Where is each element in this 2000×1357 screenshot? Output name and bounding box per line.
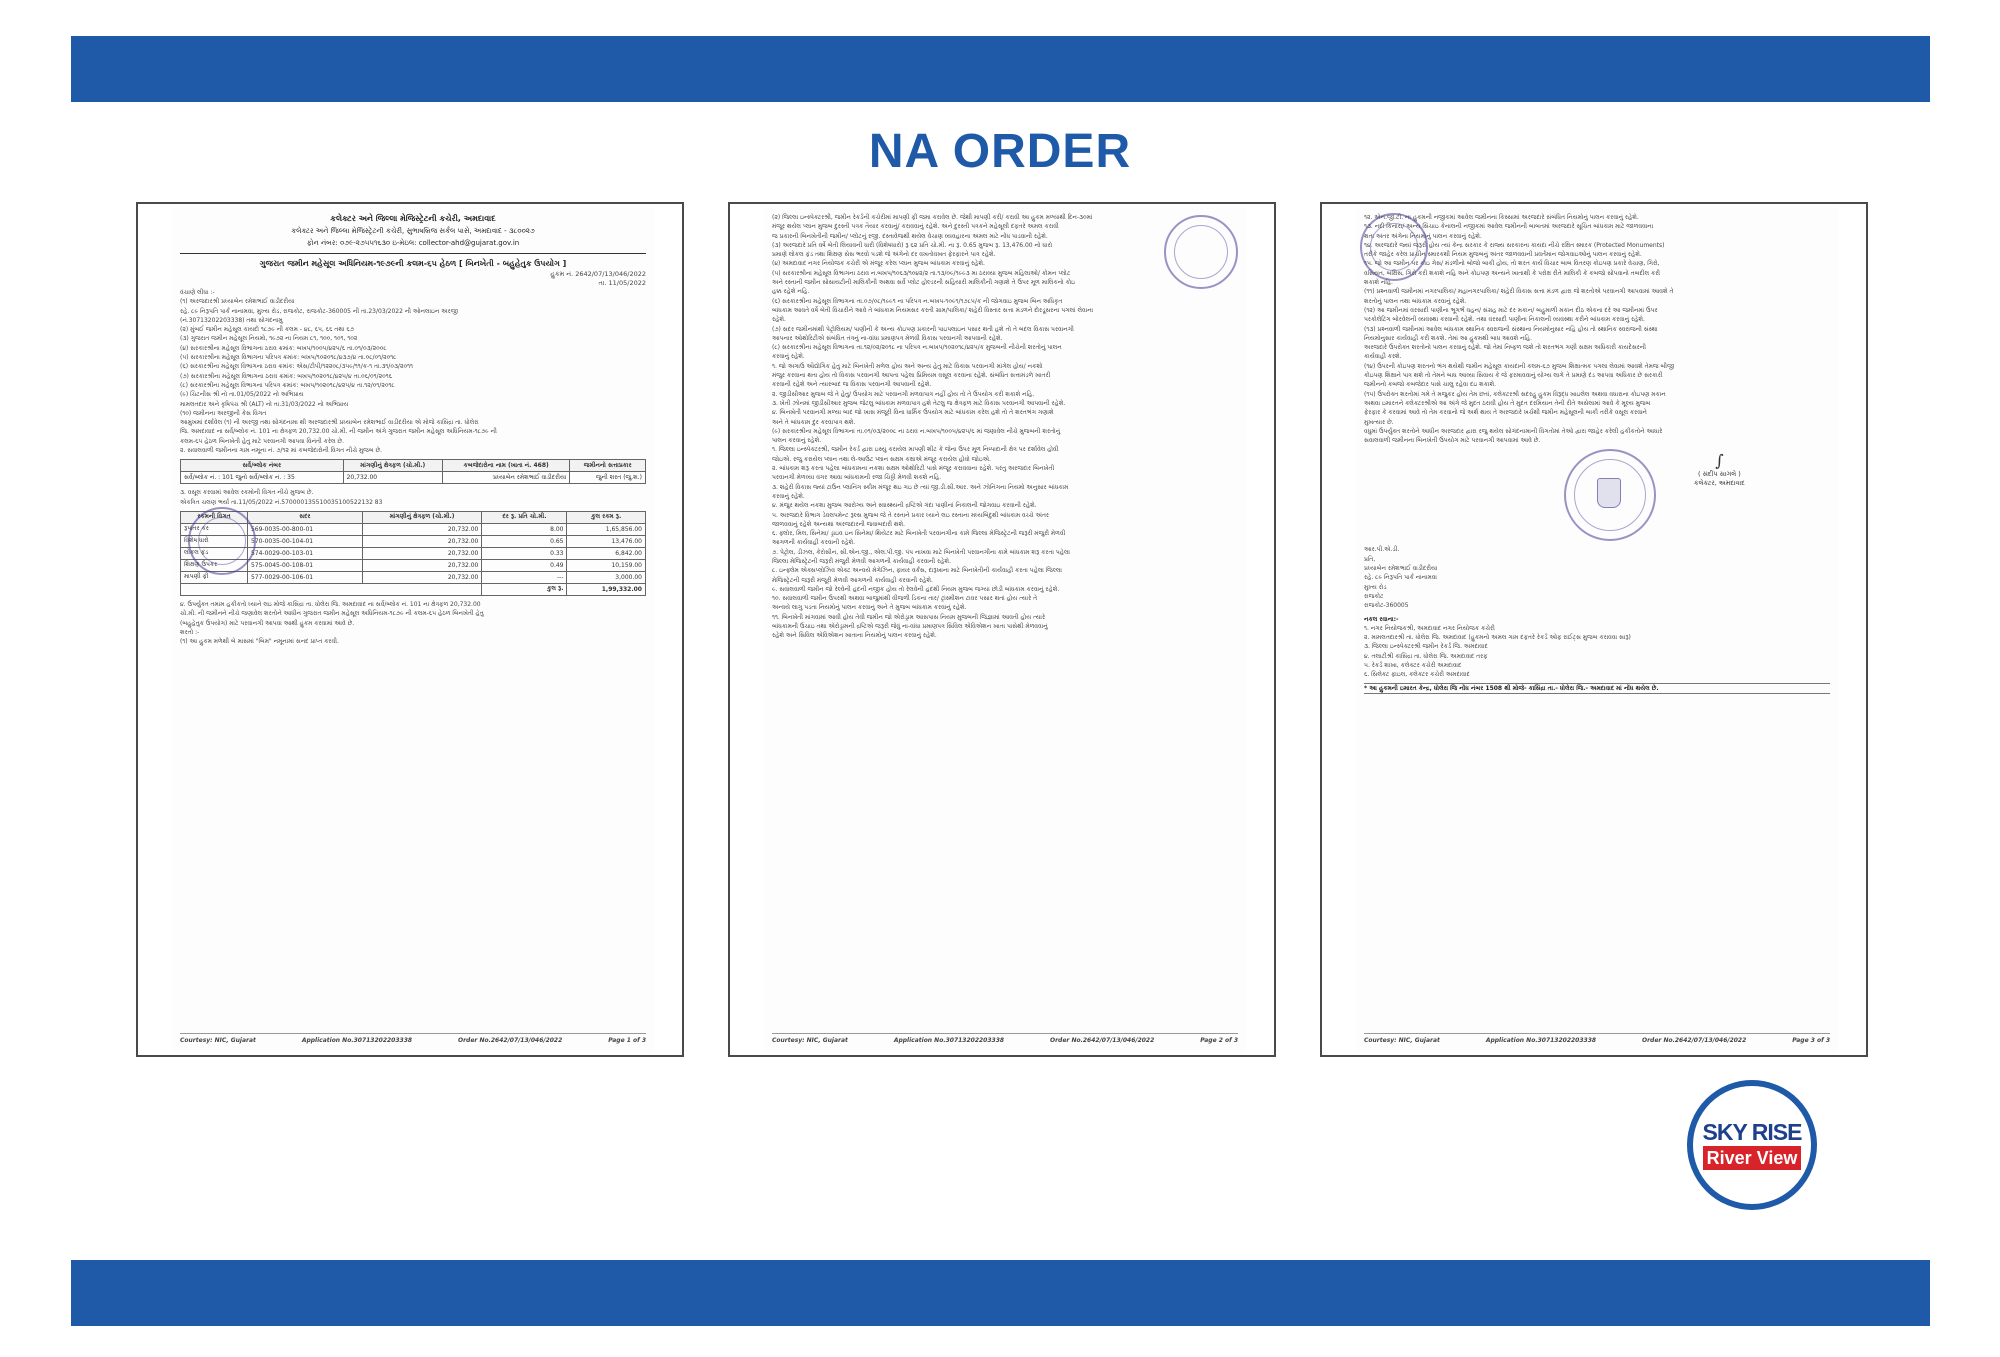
text-line: શરતોનું પાલન તથા બાંધકામ કરવાનું રહેશે. — [1364, 297, 1467, 305]
text-line: (૩) ગુજરાત જમીન મહેસૂલ નિયમો, ૧૯૭૨ ના નિયમ ૮૧, ૧૦૦, ૧૦૧, ૧૦૨ — [180, 335, 358, 343]
text-line: ૩. શહેરી વિકાસ જ્યાં ટાઉન પ્લાનિંગ સ્કીમ મંજૂર થઇ ગઇ છે ત્યાં જી.ડી.સી.આર. અને ઝોનિંગના નિયમો અનુસાર બાંધકામ — [772, 483, 1069, 491]
table-row — [181, 571, 646, 583]
text-line: પ્રતિ, — [1364, 555, 1376, 563]
text-line: જિલ્લા મેજિસ્ટ્રેટની જરૂરી મંજુરી મેળવી આગળની કાર્યવાહી કરવાની રહેશે. — [772, 557, 951, 565]
page-footer — [180, 1033, 646, 1044]
text-line: હક્ક રહેશે નહિ. — [772, 288, 810, 296]
table-cell: 574-0029-00-103-01 — [247, 547, 362, 559]
text-line: આમુખમાં દર્શાવેલ (૧) ની અરજી તથા સોગંદનામા થી અરજદારશ્રી પ્રધ્યાબેન રમેશભાઈ વાડીદરીયા એ મોજે કાસિંદ્રા તા. ધોલેરા — [180, 419, 479, 427]
text-line: ૪. મંજુર થયેલ નકશા મુજબ આરોગ્ય અને સ્વાસ્થ્યની દ્રષ્ટિએ ગંદા પાણીનાં નિકાલની જોગવાઇ કરવાની રહેશે. — [772, 502, 1037, 510]
text-line: (૯) ચિટનીસ શ્રી નો તા.01/05/2022 નો અભિપ્રાય — [180, 391, 304, 399]
text-line: આર.પી.એ.ડી. — [1364, 546, 1400, 554]
act-heading: ગુજરાત જમીન મહેસૂલ અધિનિયમ-૧૯૭૯ની કલમ-૬૫ હેઠળ [ બિનખેતી - બહુહેતુક ઉપયોગ ] — [259, 259, 567, 268]
signature-block — [1364, 445, 1830, 545]
text-line: ૧૩. નદી કિનારા/ અન્ય સિંચાઇ કેનાલની નજીકમાં આવેલ જમીનની બાબતમાં અરજદારે સૂચિત બાંધકામ માટે જાળવવાના — [1364, 223, 1654, 231]
text-line: (બહુહેતુક ઉપયોગ) માટે પરવાનગી આપવા આથી હુકમ કરવામાં આવે છે. — [180, 619, 355, 627]
table-header-cell: માંગણીનું ક્ષેત્રફળ (ચો.મી.) — [343, 460, 442, 472]
bottom-banner — [71, 1260, 1930, 1326]
table-cell: --- — [482, 571, 567, 583]
table-cell: લોકલ ફંડ — [181, 547, 248, 559]
table-cell: 10,159.00 — [567, 559, 646, 571]
document-page-1[interactable] — [136, 202, 684, 1057]
text-line: જાળવવાનું રહેશે અન્યથા અરજદારની જવાબદારી થશે. — [772, 520, 906, 528]
text-line: મુખ્ય રોડ — [1364, 583, 1387, 591]
table-cell: 577-0029-00-106-01 — [247, 571, 362, 583]
text-line: ૨. સવાલવાળી જમીનના ગામ નમૂના નં. ૭/૧૨ માં કબજેદારોની વિગત નીચે મુજબ છે. — [180, 447, 383, 455]
table-header-cell: કબજેદારોના નામ (ખાતા નં. 468) — [442, 460, 569, 472]
text-line: ૪. ઉપર્યુક્ત તમામ હકીકતો ધ્યાને લઇ મોજે કાસિંદ્રા તા. ધોલેરા જિ. અમદાવાદ ના સર્વે/બ્લોક નં. 101 ના ક્ષેત્રફળ 20,732.00 — [180, 600, 481, 608]
text-line: ૧૪. અરજદારે જ્યાં જરૂરી હોય ત્યાં કેન્દ્ર સરકાર કે રાજ્ય સરકારના કાયદા નીચે રક્ષિત સ્મારક (Protected Monuments) — [1364, 241, 1665, 249]
signatory-designation: કલેક્ટર, અમદાવાદ — [1694, 479, 1745, 488]
text-line: પાલન કરવાનું રહેશે. — [772, 437, 822, 445]
footer-page: Page 2 of 3 — [1200, 1037, 1238, 1044]
table-cell: 570-0035-00-104-01 — [247, 535, 362, 547]
text-line: જિ. અમદાવાદ ના સર્વે/બ્લોક નં. 101 ના ક્ષેત્રફળ 20,732.00 ચો.મી. ની જમીન અંગે ગુજરાત જમીન મહેસૂલ અધિનિયમ-૧૮૭૯ ની — [180, 428, 497, 436]
text-line: કરવાની રહેશે અને ત્યારબાદ જ વિકાસ પરવાનગી આપવાની રહેશે. — [772, 381, 932, 389]
text-line: (૩) અરજદારે પ્રતિ વર્ષે બેતી લિયાવની ધારી (વિશેષધારો) રૂ ૬૨ પ્રતિ ચો.મી. ના રૂ. 0.65 મુજબ રૂ. 13,476.00 નો ધારો — [772, 241, 1053, 249]
text-line: (૪) સરકારશ્રીના મહેસૂલ વિભાગના ઠરાવ ક્રમાંક: બખપ/૧૦૦૫/૪૨૫/૬ તા.૦૧/૦૩/૨૦૦૮ — [180, 344, 387, 352]
text-line: (૪) અમદાવાદ નગર નિયોજક કચેરી એ મંજૂર કરેલ પ્લાન મુજબ બાંધકામ કરવાનું રહેશે. — [772, 260, 985, 268]
state-emblem-icon — [1597, 478, 1621, 508]
text-line: ફેરફાર કે કરવામાં આવે તો તેમ કરવાનો જે અર્થ થાય તે અરજદારે ખર્ચથી જમીન મહેસૂલની બાકી તરીકે વસૂલ કરવાને — [1364, 409, 1647, 417]
table-cell: 20,732.00 — [362, 559, 482, 571]
text-line: (૧૩) પ્રશ્નવાળી જમીનમાં આવેલ બાંધકામ સ્થાનિક સ્વરાજની સંસ્થાના નિયમોનુસાર નહિ હોય તો સ્થાનિક સ્વરાજની સંસ્થા — [1364, 325, 1658, 333]
table-cell: 3,000.00 — [567, 571, 646, 583]
text-line: પ્રધ્યાબેન રમેશભાઈ વાડીદરીયા — [1364, 565, 1438, 573]
scanned-sheet — [172, 207, 654, 1052]
text-line: (૯) સરકારશ્રીના મહેસૂલ વિભાગના તા.૦૧/૦૩/૨૦૦૮ ના ઠરાવ ન.બખપ/૧૦૦૫/૪૨૫/૬ માં જણાવેલ નીચે મુજબની શરતોનું — [772, 427, 1061, 435]
table-header-cell: જમીનનો સત્તાપ્રકાર — [570, 460, 646, 472]
text-line: સવાલવાળી જમીનના બિનખેતી ઉપયોગ માટે પરવાનગી આપવામાં આવે છે. — [1364, 437, 1541, 445]
footer-order: Order No.2642/07/13/046/2022 — [1049, 1037, 1155, 1044]
table-cell: રૂપાંતર કર — [181, 523, 248, 535]
text-line: (૧૦) જમીનના અરજીની કેસ વિગત — [180, 409, 267, 417]
footer-courtesy: Courtesy: NIC, Gujarat — [1364, 1037, 1440, 1044]
table-cell: પ્રધ્યાબેન રમેશભાઈ વાડીદરીયા — [442, 472, 569, 484]
office-seal-stamp — [188, 507, 256, 575]
footer-courtesy: Courtesy: NIC, Gujarat — [772, 1037, 848, 1044]
text-line: (૬) સરકારશ્રીના મહેસૂલ વિભાગના ઠરાવ ક્રમાંક: એસ/ટીપી/૧૨૨૦૮/૩૫૯/૧૧/ક-૧ તા.૩૧/૦૩/૨૦૧૧ — [180, 363, 413, 371]
text-line: એકત્રિત ચલણ ભર્યા તા.11/05/2022 નં.570000135510035100522132 83 — [180, 498, 383, 506]
copies-section — [1364, 615, 1830, 694]
table-cell: 0.49 — [482, 559, 567, 571]
text-line: ૬. ફ્લોર, મિલ, સિનેમા/ ડ્રાઇવ ઇન સિનેમા/ થિયેટર માટે બિનખેતી પરવાનગીના કામે જિલ્લા મેજિસ્ટ્રેટની જરૂરી મંજુરી મેળવી — [772, 530, 1066, 538]
text-line: તરીકે જાહેર કરેલ પ્રાચીન સ્મારકથી નિયમ મુજબનું અંતર જાળવવાની પ્રવર્તમાન જોગવાઇઓનું પાલન કરવાનું રહેશે. — [1364, 251, 1642, 259]
copies-list — [1364, 624, 1830, 680]
table-cell: જુની શરત (જુ.શ.) — [570, 472, 646, 484]
order-body — [180, 288, 646, 455]
text-line: મંજુર કરવાના થતા હોય તો વિકાસ પરવાનગી આપતા પહેલા પ્રિમિયમ વસૂલ કરવાના રહેશે. સંબંધિત સત્તામંડળે ખાતરી — [772, 372, 1051, 380]
skyrise-logo — [1687, 1080, 1817, 1210]
page-footer — [1364, 1033, 1830, 1044]
text-line: રહે. ૮૯ નિરૂપતિ પાર્ક નાનામવા, મુખ્ય રોડ, રાજકોટ, રાજકોટ-360005 ની તા.23/03/2022 ની ઓનલાઇન અરજી — [180, 307, 458, 315]
footer-application: Application No.30713202203338 — [301, 1037, 413, 1044]
text-line: મામલતદાર અને કૃષિપંચ શ્રી (ALT) નો તા.31/03/2022 નો અભિપ્રાય — [180, 400, 349, 408]
text-line: ૪. તલાટીશ્રી કાસિંદ્રા તા. ધોલેરા જિ. અમદાવાદ તરફ — [1364, 652, 1488, 660]
text-line: રહેશે અને સિવિલ એવિએશન ખાતાના નિયમોનું પાલન કરવાનું રહેશે. — [772, 632, 937, 640]
table-total-row — [181, 583, 646, 595]
table-header-cell: રકમની વિગત — [181, 511, 248, 523]
text-line: અથવા ઇમારતને કલેક્ટરશ્રીએ આ અંગે જે મુદત ઠરાવી હોય તે મુદત દરમિયાન તેની રીતે અસેલામાં આવે કે મૂલ્ય મુજબ — [1364, 399, 1651, 407]
text-line: વધુમાં ઉપર્યુક્ત શરતોને આધીન અરજદાર દ્વારા રજુ થયેલ સોગંદનામાની વિગતોમાં તેઓ દ્વારા જાહેર કરેલી હકીકતોને આધારે — [1364, 427, 1663, 435]
text-line: ચો.મી. ની જમીનને નીચે જણાવેલ શરતોને આધીન ગુજરાત જમીન મહેસૂલ અધિનિયમ-૧૮૭૯ ની કલમ-૬૫ હેઠળ બિનખેતી હેતુ — [180, 610, 484, 618]
text-line: (૧૧) પ્રશ્નવાળી જમીનમાં નગરપાલિકા/ મહાનગરપાલિકા/ શહેરી વિકાસ સત્તા મંડળ દ્વારા જે શરતોએ પરવાનગી આપવામાં આવશે તે — [1364, 288, 1674, 296]
text-line: થતા અંતર અંગેના નિયમોનું પાલન કરવાનું રહેશે. — [1364, 232, 1482, 240]
table-header-cell: કુલ રકમ રૂ. — [567, 511, 646, 523]
text-line: ૧. નગર નિયોજકશ્રી, અમદાવાદ નગર નિયોજક કચેરી — [1364, 624, 1495, 632]
page-footer — [772, 1033, 1238, 1044]
document-page-3[interactable] — [1320, 202, 1868, 1057]
text-line: ૫. રેકર્ડ શાખા, કલેક્ટર કચેરી અમદાવાદ — [1364, 661, 1462, 669]
text-line: અને રસ્તાની જમીન સોસાયટીની માલિકીની અથવા સર્વે પ્લોટ હોલ્ડરની સહિયારી માલિકીની ગણાશે તે ઉપર મૂળ માલિકનો કોઇ — [772, 279, 1076, 287]
text-line: કરવાનું રહેશે. — [772, 492, 805, 500]
text-line: મુખત્યાર છે. — [1364, 418, 1394, 426]
office-contact: ફોન નંબર: ૦૭૯-૨૭૫૫૧૬૩૦ ઇ-મેઇલ: collector-ahd@gujarat.gov.in — [306, 239, 520, 247]
page-title: NA ORDER — [868, 125, 1132, 178]
table-header-cell: સર્વે/બ્લોક નંબર — [181, 460, 344, 472]
table-row — [181, 559, 646, 571]
text-line: જ પ્રકારની બિનખેતીની જમીન/ પ્લોટનું રજી. દસ્તાવેજથી થયેલ વેચાણ વ્યવહારના અમલ માટે નોંધ પાડવાની રહેશે. — [772, 232, 1048, 240]
document-page-2[interactable] — [728, 202, 1276, 1057]
text-line: (૫) સરકારશ્રીના મહેસૂલ વિભાગના પરિપત્ર ક્રમાંક: બખપ/૧૦૨૦૧૮/૪૩૭/૪ તા.૦૮/૦૧/૨૦૧૮ — [180, 354, 397, 362]
order-body-mid — [180, 488, 646, 507]
table-header-cell: દર રૂ. પ્રતિ ચો.મી. — [482, 511, 567, 523]
total-label: કુલ રૂ. — [482, 583, 567, 595]
copies-title: નકલ રવાના:- — [1364, 615, 1399, 623]
signatory-name: ( સંદીપ સાગલે ) — [1698, 470, 1741, 479]
text-line: (૫) સરકારશ્રીના મહેસૂલ વિભાગના ઠરાવ ન.બખપ/૧૦૬૩/૧૦૪૨/૨ તા.૧૩/૦૯/૧૯૯૩ મા ઠરાવ્યા મુજબ મહિલાઓ/ કોમન પ્લોટ — [772, 269, 1071, 277]
text-line: (૬) સરકારશ્રીના મહેસૂલ વિભાગના તા.૦૭/૦૮/૧૯૯૧ ના પરિપત્ર ન.બખપ-૧૦૯૧/૧૭૮૫/ક ની જોગવાઇ મુજબ બિન અધિકૃત — [772, 297, 1063, 305]
text-line: વસિયત, બક્ષિસ, ગિરો કરી શકાશે નહિ અને કોઇપણ અન્યને ખાતાથી કે પરોક્ષ રીતે માલિકી કે કબજો સોંપવાનો તબદીલ કરી — [1364, 269, 1661, 277]
order-number: હુકમ નં. 2642/07/13/046/2022 — [550, 270, 646, 278]
text-line: બાંધકામની ઉંચાઇ તથા એરોડ્રામની દ્રષ્ટિએ જરૂરી જેવું ના-વાંધા પ્રમાણપત્ર સિવિલ એવિએશન ખાતા પાસેથી મેળવવાનું — [772, 623, 1048, 631]
text-line: વંચાણે લીધા :- — [180, 289, 215, 296]
text-line: ૪. બિનખેતી પરવાનગી મળ્યા બાદ જો ખાસ મંજૂરી વિના ધાર્મિક ઉપયોગ માટે બાંધકામ કરેલ હશે તો તે શરતભંગ ગણાશે — [772, 409, 1054, 417]
table-header-cell: સદર — [247, 511, 362, 523]
office-address: કલેક્ટર અને જિલ્લા મેજિસ્ટ્રેટની કચેરી, સુભાષબ્રિજ સર્કલ પાસે, અમદાવાદ - ૩૮૦૦૨૭ — [291, 227, 535, 235]
registration-note: * આ હુકમની ઇમારત કેન્દ્ર, ધોલેરા જિ નોંધ નંબર 1508 થી મોજે- કાસિંદ્રા તા.- ધોલેરા જિ.- અમદાવાદ માં નોંધ થયેલ છે. — [1364, 683, 1830, 694]
text-line: ૧૨. એન.જી.ટી. ના હુકમની નજીકમાં આવેલ જમીનના કિસ્સામાં અરજદારે સંબંધિત નિયમોનું પાલન કરવાનું રહેશે. — [1364, 214, 1639, 221]
text-line: કલમ-૬૫ હેઠળ બિનખેતી હેતુ માટે પરવાનગી આપવા વિનંતી કરેલ છે. — [180, 437, 344, 445]
footer-page: Page 3 of 3 — [1792, 1037, 1830, 1044]
text-line: ૩. વસૂલ કરવામાં આવેલ રકમોની વિગત નીચે મુજબ છે. — [180, 489, 314, 497]
text-line: ૭. પેટ્રોલ, ડીઝલ, કેરોસીન, સી.એન.જી., એલ.પી.જી. પંપ નાખવા માટે બિનખેતી પરવાનગીના કામે બાંધકામ શરૂ કરતા પહેલા — [772, 548, 1071, 556]
footer-application: Application No.30713202203338 — [1485, 1037, 1597, 1044]
order-conditions — [772, 213, 1238, 641]
occupant-table — [180, 459, 646, 484]
text-line: ૧૧. બિનખેતી માંગવામાં આવી હોય તેવી જમીન જો એરોડ્રામ આસપાસ નિયમ મુજબની જિજ્ઞામાં આવતી હોય ત્યારે — [772, 613, 1046, 621]
total-amount: 1,99,332.00 — [567, 583, 646, 595]
text-line: (નં.30713202203338) તથા સોગંદનામુ — [180, 316, 283, 324]
top-banner — [71, 36, 1930, 102]
table-cell: સર્વે/બ્લોક નં. : 101 જુનો સર્વે/બ્લોક નં. : 35 — [181, 472, 344, 484]
text-line: અરજદારે ઉપરોક્ત શરતોનો પાલન કરવાનું રહેશે. જો તેમાં નિષ્ફળ જશે તો શરતભંગ ગણી સક્ષમ અધિકારી કાયદેસરની — [1364, 344, 1646, 352]
text-line: (૧૨) આ જમીનમાં વરસાદી પાણીના ભૂગર્ભ વહન/ સંગ્રહ માટે દર મકાન/ બહુમાળી મકાન દીઠ એકના દરે આ જમીનમાં ઉપર — [1364, 306, 1658, 314]
text-line: કરવાનું રહેશે. — [772, 353, 805, 361]
table-cell: શિક્ષણ ઉપકર — [181, 559, 248, 571]
text-line: ૩. ખેતી ઝોનમાં જીડીસીઆર મુજબ જેટલુ બાંધકામ મળવાપાત્ર હશે તેટલુ જ ક્ષેત્રફળ માટે વિકાસ પરવાનગી આપવાની રહેશે. — [772, 399, 1066, 407]
text-line: ૨. બાંધકામ શરૂ કરતા પહેલા બાંધકામના નકશા સક્ષમ ઓથોરિટી પાસે મંજૂર કરાવવાના રહેશે. પરંતુ અરજદાર બિનખેતી — [772, 465, 1055, 473]
footer-application: Application No.30713202203338 — [893, 1037, 1005, 1044]
office-seal-stamp — [1164, 215, 1238, 289]
office-seal-stamp — [1360, 213, 1428, 281]
order-conditions — [1364, 213, 1830, 445]
text-line: (૮) સરકારશ્રીના મહેસૂલ વિભાગના તા.૧૨/૦૨/૨૦૧૮ ના પરિપત્ર ન.બખપ/૧૦૨૦૧૮/૪૨૫/ક મુજબની નીચેની શરતોનું પાલન — [772, 344, 1062, 352]
signature-mark: ∫ — [1715, 451, 1724, 471]
text-line: આગળની કાર્યવાહી કરવાની રહેશે. — [772, 539, 856, 547]
table-cell — [181, 583, 482, 595]
table-row — [181, 472, 646, 484]
text-line: રાજકોટ-360005 — [1364, 602, 1409, 610]
order-body-end — [180, 600, 646, 646]
text-line: ૨. જીડીસીઆર મુજબ જે તે હેતુ/ ઉપયોગ માટે પરવાનગી મળવાપાત્ર નહીં હોય તો તે ઉપયોગ કરી શકાશે નહિ. — [772, 390, 1035, 398]
text-line: ૬. સિલેક્ટ ફાઇલ, કલેક્ટર કચેરી અમદાવાદ — [1364, 671, 1470, 679]
footer-order: Order No.2642/07/13/046/2022 — [1641, 1037, 1747, 1044]
text-line: ૩. જિલ્લા ઇન્સ્પેક્ટરશ્રી જમીન રેકર્ડ જિ. અમદાવાદ — [1364, 643, 1488, 651]
table-cell: 0.65 — [482, 535, 567, 547]
text-line: પરવાનગી મેળવ્યા વગર આવા બાંધકામની રજા ચિઠ્ઠી મેળવી શકશે નહિ. — [772, 474, 942, 482]
table-cell: 1,65,856.00 — [567, 523, 646, 535]
table-cell: 20,732.00 — [362, 571, 482, 583]
divider — [180, 253, 646, 254]
text-line: રહેશે. — [772, 316, 786, 324]
text-line: બાંધકામ આવતે વર્ષે બેતી વિચારીને આવે તે બાંધકામ નિયમસર કરતી ગ્રામ/પાલિકા/ શહેરી વિસ્તાર સત્તા મંડળને દોરડૂસરના પગલાં લેવાના — [772, 306, 1094, 314]
table-cell: 20,732.00 — [343, 472, 442, 484]
text-line: (૨) મુંબઈ જમીન મહેસૂલ કાયદો ૧૮૭૯ ની કલમ - ૪૮, ૬૫, ૬૬ તથા ૬૭ — [180, 326, 354, 334]
office-name: કલેક્ટર અને જિલ્લા મેજિસ્ટ્રેટની કચેરી, અમદાવાદ — [330, 214, 496, 223]
table-cell: 20,732.00 — [362, 523, 482, 535]
recipient-address — [1364, 545, 1830, 610]
table-cell: 575-0045-00-108-01 — [247, 559, 362, 571]
table-cell: 13,476.00 — [567, 535, 646, 547]
text-line: શકાશે નહિ. — [1364, 279, 1393, 287]
text-line: અન્વયે લાગુ પડતા નિયમોનું પાલન કરવાનું અને તે મુજબ બાંધકામ કરવાનું રહેશે. — [772, 604, 967, 612]
text-line: જમીનનો કબજો કબજેદાર પાસે ચાલુ રહેવા દઇ શકાશે. — [1364, 381, 1496, 389]
text-line: મંજૂર થયેલ પ્લાન મુજબ દુરસ્તી પત્રક તૈયાર કરવાનું/ કરાવવાનું રહેશે. અને દુરસ્તી પત્રકને મહેસૂલી દફતરે અમલ કરાવી — [772, 223, 1059, 231]
text-line: ૮. ઇન્ફ્લેમ એક્સપ્લોઝિવ એક્ટ અન્વયે મેગેઝિન, ફાયર વર્કસ, દારૂખાના માટે બિનખેતીની કાર્યવાહી કરતા પહેલા જિલ્લા — [772, 567, 1062, 575]
text-line: (૨) જિલ્લા ઇન્સ્પેક્ટરશ્રી, જમીન રેકર્ડની કચેરીમાં માપણી ફી જમા કરાવેલ છે. જેથી માપણી કરી/ કરાવી આ હુકમ મળ્યાથી દિન-૩૦માં — [772, 214, 1093, 221]
text-line: ૧. જો અગાઉ ઔદ્યોગિક હેતુ માટે બિનખેતી મળેલ હોય અને અન્ય હેતુ માટે વિકાસ પરવાનગી માંગેલ હોય/ નકશો — [772, 362, 1043, 370]
table-cell: વિશેષ ધારો — [181, 535, 248, 547]
text-line: રહે. ૮૯ નિરૂપતિ પાર્ક નાનામવા — [1364, 574, 1437, 582]
text-line: શરતો :- — [180, 628, 200, 636]
table-cell: માપણી ફી — [181, 571, 248, 583]
text-line: પરકોલેટિંગ બોરવેલની વ્યવસ્થા કરવાની રહેશે. તથા વરસાદી પાણીના નિકાલની વ્યવસ્થા કરીને બાંધકામ કરવાનું રહેશે. — [1364, 316, 1645, 324]
text-line: ૯. સવાલવાળી જમીન જો રેલ્વેની હદની નજીક હોય તો રેલવેની હદથી નિયમ મુજબ જગ્યા છોડી બાંધકામ કરવાનું રહેશે. — [772, 585, 1060, 593]
text-line: નિયમોનુસાર કાર્યવાહી કરી શકશે. તેમાં આ હુકમથી બાધ આવશે નહિ. — [1364, 334, 1533, 342]
scanned-sheet — [764, 207, 1246, 1052]
text-line: કાર્યવાહી કરશે. — [1364, 353, 1402, 361]
text-line: ૧૫. જો આ જમીન પર કોઇ ગેસ/ મંડળીનો બોજો બાકી હોય, તો શરત કાર્ય વિચાર બાબ વિતરણ કોઇપણ પ્રકારે વેચાણ, ગિરો, — [1364, 260, 1660, 268]
text-line: અને તે બાંધકામ દુર કરવાપાત્ર થશે. — [772, 418, 856, 426]
table-cell: 8.00 — [482, 523, 567, 535]
table-cell: 0.33 — [482, 547, 567, 559]
text-line: મેજિસ્ટ્રેટની જરૂરી મંજૂરી મેળવી આગળની કાર્યવાહી કરવાની રહેશે. — [772, 576, 933, 584]
logo-line-1: SKY RISE — [1702, 1119, 1802, 1145]
text-line: રાજકોટ — [1364, 592, 1384, 600]
footer-order: Order No.2642/07/13/046/2022 — [457, 1037, 563, 1044]
table-cell: 6,842.00 — [567, 547, 646, 559]
text-line: કોઇપણ શિક્ષાને પાત્ર થશે તો તેમને બાધ આવ્યા સિવાય કે જે ફરમાવવાનું યોગ્ય લાગે તે પ્રમાણે દંડ આપવા અધિકાર છે સરકારી — [1364, 372, 1663, 380]
logo-line-2: River View — [1703, 1146, 1802, 1170]
text-line: (૧) અરજદારશ્રી પ્રધ્યાબેન રમેશભાઈ વાડીદરીયા — [180, 298, 295, 306]
text-line: ૧૦. સવાલવાળી જમીન ઉપરથી અથવા બાજુમાંથી વીજળી ડિકના તાર/ ટ્રાંસ્મીશન ટાવર પસાર થતાં હોય ત્યારે તે — [772, 595, 1038, 603]
text-line: ૫. અરજદારે વિભાગ ડેવલપમેન્ટ રૂલ્સ મુજબ જે તે રસ્તાને પ્રકાર ધ્યાને લઇ રસ્તાના મધ્યબિંદુથી બાંધકામ વચ્ચે અંતર — [772, 511, 1050, 519]
order-date: તા. 11/05/2022 — [598, 279, 646, 287]
text-line: ૨. મામલતદારશ્રી તા. ધોલેરા જિ. અમદાવાદ (હુકમનો અમલ ગામ દફતરે રેકર્ડ ઓફ રાઈટ્સ મુજબ કરાવવા સારૂ) — [1364, 634, 1631, 642]
text-line: આપનાર ઓથોરિટીએ સંબંધિત તંત્રનું ના-વાંધા પ્રમાણપત્ર મેળવી વિકાસ પરવાનગી આપવાની રહેશે. — [772, 334, 1003, 342]
text-line: (૧૪) ઉપરની કોઇપણ શરતનો ભંગ થયેથી જમીન મહેસૂલ કાયદાની કલમ-૬૭ મુજબ શિક્ષાત્મક પગલા લેવામાં આવશે તેમજ બીજી — [1364, 362, 1675, 370]
text-line: (૮) સરકારશ્રીના મહેસૂલ વિભાગના પરિપત્ર ક્રમાંક: બખપ/૧૦૨૦૧૮/૪૨૫/૪ તા.૧૨/૦૧/૨૦૧૮ — [180, 381, 395, 389]
text-line: (૭) સરકારશ્રીના મહેસૂલ વિભાગના ઠરાવ ક્રમાંક: બખપ/૧૦૨૦૧૮/૪૨૫/૪ તા.૦૬/૦૧/૨૦૧૬ — [180, 372, 392, 380]
table-cell: 20,732.00 — [362, 547, 482, 559]
text-line: જોઇએ. રજુ કરાયેલ પ્લાન તથા લે-આઉટ પ્લાન સક્ષમ કક્ષાએ મંજૂર કરાયેલ હોવો જોઇએ. — [772, 455, 991, 463]
table-cell: 569-0035-00-800-01 — [247, 523, 362, 535]
text-line: (૧૫) ઉપરોક્ત શરતોમાં ગમે તે મજુકર હોય તેમ છતાં, કલેક્ટરશ્રી સદરહુ હુકમ વિરૂદ્ધ ખાઇલેલ અથવા વધારાના કોઇપણ મકાન — [1364, 390, 1666, 398]
table-header-cell: માંગણીનું ક્ષેત્રફળ (ચો.મી.) — [362, 511, 482, 523]
text-line: ૧. જિલ્લા ઇન્સ્પેક્ટરશ્રી, જમીન રેકર્ડ દ્વારા ઇસ્યુ કરાયેલ માપણી શીટ કે જેના ઉપર મૂળ નિષ્પાદાની ક્ષેત્ર પર દર્શાવેલ હોવી — [772, 446, 1059, 454]
table-cell: 20,732.00 — [362, 535, 482, 547]
text-line: (૧) આ હુકમ મળેથી બે માસમાં "બિમ" નમૂનામાં સનદ પ્રાપ્ત કરવી. — [180, 638, 339, 646]
text-line: પ્રમાણે લોકલ ફંડ તથા શિક્ષણ સેસ ભરવો પડશે જે અંગેનો દર વખતોવખત ફેરફારને પાત્ર રહેશે. — [772, 251, 996, 259]
text-line: (૭) સદર જમીનમાંથી પેટ્રોલિયમ/ પાણીની કે અન્ય કોઇપણ પ્રકારની પાઇપલાઇન પસાર થતી હશે તો તે બદલ વિકાસ પરવાનગી — [772, 325, 1074, 333]
footer-courtesy: Courtesy: NIC, Gujarat — [180, 1037, 256, 1044]
office-header — [180, 213, 646, 249]
footer-page: Page 1 of 3 — [608, 1037, 646, 1044]
scanned-sheet — [1356, 207, 1838, 1052]
